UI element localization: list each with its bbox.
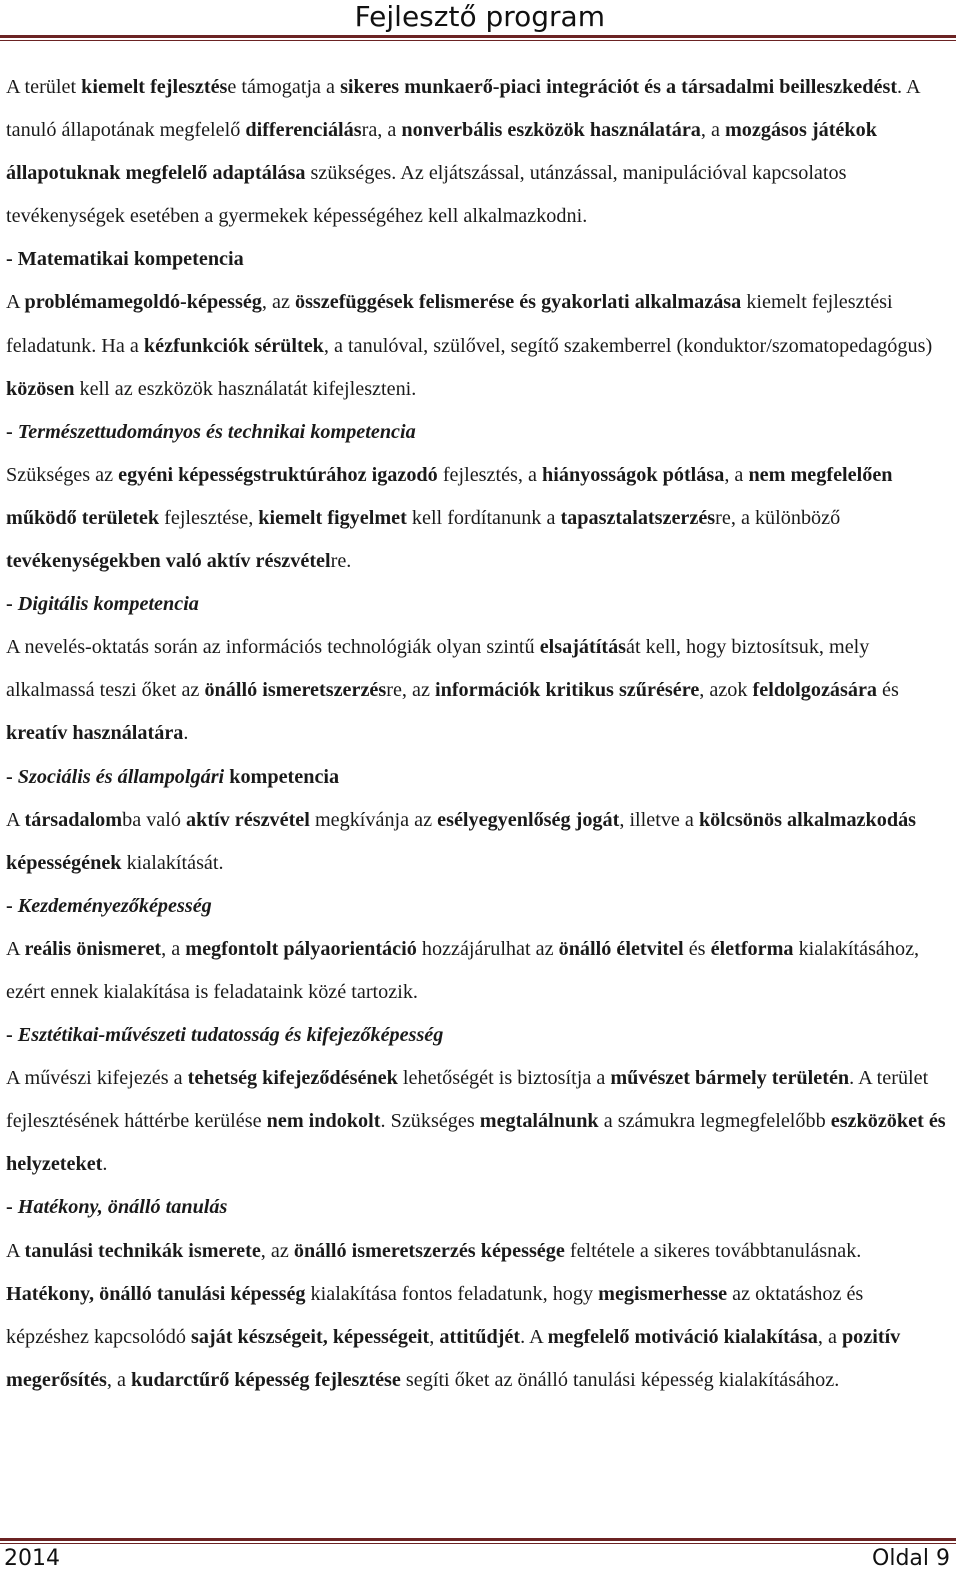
text: , az <box>261 291 295 314</box>
text: . A tanuló állapotának megfelelő <box>6 76 920 142</box>
text: kell az eszközök használatát kifejleszteni. <box>74 377 417 400</box>
emphasis: megismerhesse <box>598 1282 728 1305</box>
paragraph-learning <box>6 1230 948 1402</box>
heading-text: Szociális és állampolgári <box>17 765 225 788</box>
text: , a <box>700 119 725 142</box>
emphasis: attitűdjét <box>439 1325 521 1348</box>
document-body <box>6 66 948 1402</box>
heading-dash: - <box>6 765 18 788</box>
emphasis: társadalom <box>24 808 123 831</box>
heading-initiative <box>6 885 948 928</box>
text: A <box>6 291 25 314</box>
text: A <box>6 1239 25 1262</box>
emphasis: közösen <box>6 377 75 400</box>
text: lehetőségét is biztosítja a <box>397 1067 611 1090</box>
text: , azok <box>699 679 753 702</box>
footer-year: 2014 <box>4 1546 60 1571</box>
emphasis: eszközöket és helyzeteket <box>6 1110 946 1176</box>
heading-dash: - <box>6 894 18 917</box>
emphasis: hiányosságok pótlása <box>542 463 725 486</box>
text: . <box>183 722 189 745</box>
emphasis: Hatékony, önálló tanulási képesség <box>6 1282 306 1305</box>
text: . A terület fejlesztésének háttérbe kerülése <box>6 1067 929 1133</box>
heading-text: Kezdeményezőképesség <box>17 894 212 917</box>
text: feltétele a sikeres továbbtanulásnak. <box>564 1239 862 1262</box>
text: kell fordítanunk a <box>406 506 561 529</box>
heading-dash: - <box>6 593 18 616</box>
heading-aesthetic <box>6 1014 948 1057</box>
text: , a <box>724 463 749 486</box>
text: kialakítását. <box>121 851 224 874</box>
heading-text: Hatékony, önálló tanulás <box>17 1196 228 1219</box>
text: A <box>6 937 25 960</box>
text: szükséges. Az eljátszással, utánzással, manipulációval kapcsolatos tevékenységek esetében a gyermekek képességéhez kell alkalmazkodni. <box>6 162 847 228</box>
emphasis: életforma <box>710 937 794 960</box>
page-header <box>0 0 960 44</box>
heading-text: Természettudományos és technikai kompetencia <box>17 420 416 443</box>
emphasis: reális önismeret <box>24 937 162 960</box>
header-rule <box>0 35 956 38</box>
emphasis: kiemelt figyelmet <box>258 506 407 529</box>
paragraph-social <box>6 799 948 885</box>
heading-text: Digitális kompetencia <box>17 593 199 616</box>
text: A terület <box>6 76 82 98</box>
text: , a <box>817 1325 842 1348</box>
header-rule-thin <box>0 40 956 41</box>
emphasis: mozgásos játékok állapotuknak megfelelő adaptálása <box>6 119 877 185</box>
emphasis: egyéni képességstruktúrához igazodó <box>118 463 438 486</box>
heading-dash: - <box>6 420 18 443</box>
emphasis: kölcsönös alkalmazkodás képességének <box>6 808 917 874</box>
emphasis: önálló ismeretszerzés képessége <box>293 1239 565 1262</box>
emphasis: önálló életvitel <box>558 937 684 960</box>
emphasis: kézfunkciók sérültek <box>143 334 324 357</box>
emphasis: kudarctűrő képesség fejlesztése <box>131 1368 401 1391</box>
emphasis: esélyegyenlőség jogát <box>437 808 620 831</box>
text: a számukra legmegfelelőbb <box>598 1110 831 1133</box>
text: fejlesztése, <box>159 506 259 529</box>
page-number: Oldal 9 <box>872 1546 950 1571</box>
page-footer <box>0 1538 960 1580</box>
emphasis: pozitív megerősítés <box>6 1325 901 1391</box>
emphasis: aktív részvétel <box>186 808 310 831</box>
emphasis: önálló ismeretszerzés <box>204 679 387 702</box>
emphasis: problémamegoldó-képesség <box>24 291 262 314</box>
emphasis: megtalálnunk <box>479 1110 599 1133</box>
text: hozzájárulhat az <box>416 937 559 960</box>
paragraph-math <box>6 281 948 410</box>
text: A <box>6 808 25 831</box>
emphasis: tehetség kifejeződésének <box>187 1067 398 1090</box>
emphasis: megfontolt pályaorientáció <box>185 937 417 960</box>
footer-rule <box>0 1538 956 1541</box>
paragraph-digital <box>6 626 948 755</box>
heading-digital <box>6 583 948 626</box>
text: kiemelt fejlesztési feladatunk. Ha a <box>6 291 893 357</box>
text: fejlesztés, a <box>437 463 543 486</box>
emphasis: kiemelt fejlesztés <box>81 76 228 98</box>
text: re. <box>330 550 352 573</box>
text: ba való <box>122 808 186 831</box>
emphasis: összefüggések felismerése és gyakorlati alkalmazása <box>294 291 742 314</box>
emphasis: információk kritikus szűrésére <box>435 679 700 702</box>
text: , <box>429 1325 440 1348</box>
text: A nevelés-oktatás során az információs technológiák olyan szintű <box>6 636 540 659</box>
emphasis: nonverbális eszközök használatára <box>401 119 701 142</box>
text: , a tanulóval, szülővel, segítő szakemberrel (konduktor/szomatopedagógus) <box>323 334 933 357</box>
emphasis: saját készségeit, képességeit <box>190 1325 430 1348</box>
emphasis: tapasztalatszerzés <box>560 506 716 529</box>
page-title: Fejlesztő program <box>354 0 605 33</box>
emphasis: tanulási technikák ismerete <box>24 1239 261 1262</box>
text: A művészi kifejezés a <box>6 1067 188 1090</box>
text: megkívánja az <box>309 808 438 831</box>
text: , a <box>161 937 186 960</box>
text: az oktatáshoz és képzéshez kapcsolódó <box>6 1282 864 1348</box>
text: re, a különböző <box>715 506 841 529</box>
heading-text-rest: kompetencia <box>224 765 340 788</box>
heading-science <box>6 411 948 454</box>
emphasis: feldolgozására <box>752 679 877 702</box>
paragraph-initiative <box>6 928 948 1014</box>
emphasis: művészet bármely területén <box>610 1067 850 1090</box>
emphasis: megfelelő motiváció kialakítása <box>547 1325 818 1348</box>
text: ra, a <box>361 119 402 142</box>
text: Szükséges az <box>6 463 119 486</box>
emphasis: nem megfelelően működő területek <box>6 463 893 529</box>
emphasis: elsajátítás <box>539 636 627 659</box>
emphasis: sikeres munkaerő-piaci integrációt és a társadalmi beilleszkedést <box>340 76 898 98</box>
heading-text: Esztétikai-művészeti tudatosság és kifejezőképesség <box>17 1024 444 1047</box>
heading-dash: - <box>6 1024 18 1047</box>
text: kialakítása fontos feladatunk, hogy <box>305 1282 599 1305</box>
emphasis: kreatív használatára <box>6 722 184 745</box>
text: . Szükséges <box>380 1110 480 1133</box>
heading-dash: - <box>6 1196 18 1219</box>
text: . A <box>520 1325 548 1348</box>
emphasis: differenciálás <box>245 119 362 142</box>
paragraph-science <box>6 454 948 583</box>
text: és <box>683 937 711 960</box>
heading-learning <box>6 1186 948 1229</box>
text: segíti őket az önálló tanulási képesség kialakításához. <box>400 1368 840 1391</box>
paragraph-aesthetic <box>6 1057 948 1186</box>
emphasis: tevékenységekben való aktív részvétel <box>6 550 331 573</box>
text: kialakításához, ezért ennek kialakítása is feladataink közé tartozik. <box>6 937 920 1003</box>
text: és <box>877 679 899 702</box>
text: át kell, hogy biztosítsuk, mely alkalmassá teszi őket az <box>6 636 870 702</box>
heading-social <box>6 756 948 799</box>
intro-paragraph <box>6 66 948 238</box>
emphasis: nem indokolt <box>266 1110 381 1133</box>
text: , az <box>260 1239 294 1262</box>
text: e támogatja a <box>227 76 341 98</box>
heading-math: - Matematikai kompetencia <box>6 248 244 271</box>
text: , a <box>106 1368 131 1391</box>
text: re, az <box>386 679 435 702</box>
text: , illetve a <box>619 808 699 831</box>
text: . <box>102 1153 108 1176</box>
footer-rule-thin <box>0 1543 956 1544</box>
